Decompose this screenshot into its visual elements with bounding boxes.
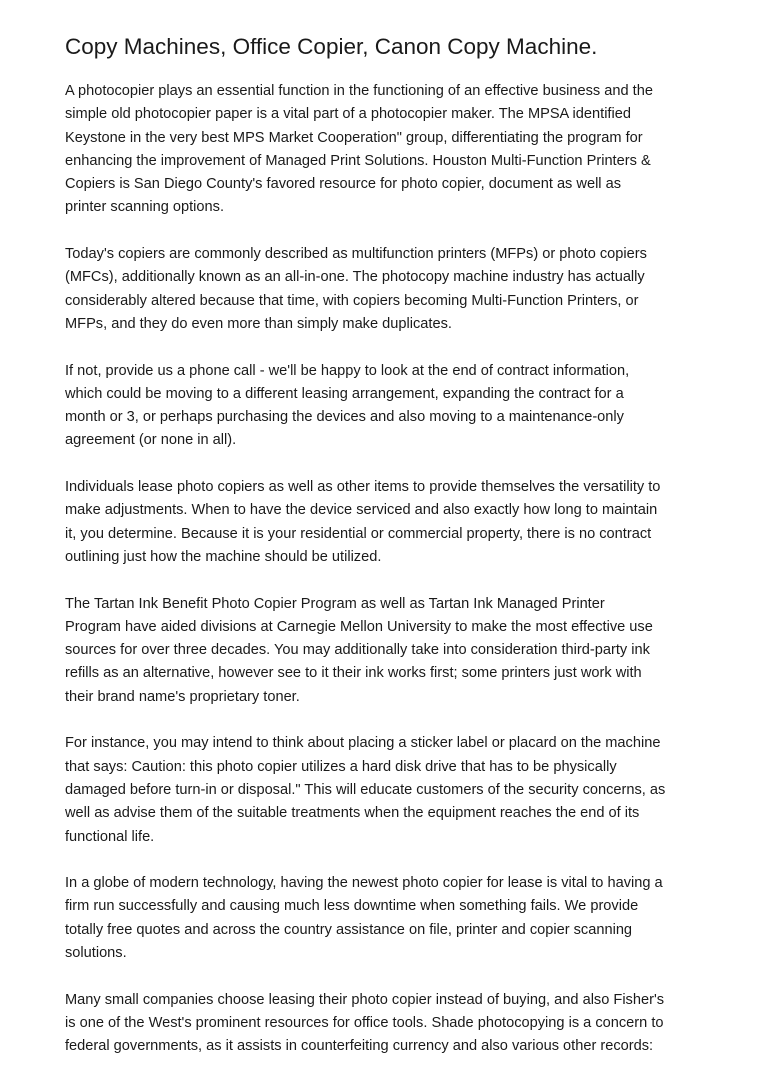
paragraph-line: Copiers is San Diego County's favored resource for photo copier, document as well as (65, 176, 622, 193)
paragraph-line: MFPs, and they do even more than simply make duplicates. (65, 315, 452, 332)
paragraph-line: it, you determine. Because it is your residential or commercial property, there is no contract (65, 525, 652, 542)
paragraph-line: firm run successfully and causing much less downtime when something fails. We provide (65, 898, 639, 915)
paragraph-line: In a globe of modern technology, having the newest photo copier for lease is vital to having a (65, 875, 663, 892)
paragraph-line: simple old photocopier paper is a vital part of a photocopier maker. The MPSA identified (65, 106, 631, 123)
paragraph-line: The Tartan Ink Benefit Photo Copier Program as well as Tartan Ink Managed Printer (65, 595, 605, 612)
paragraph-line: outlining just how the machine should be utilized. (65, 548, 382, 565)
paragraph-line: Program have aided divisions at Carnegie Mellon University to make the most effective use (65, 618, 653, 635)
paragraph-line: A photocopier plays an essential function in the functioning of an effective business and the (65, 83, 653, 99)
paragraph-line: refills as an alternative, however see to it their ink works first; some printers just work with (65, 665, 642, 682)
paragraph-line: functional life. (65, 828, 155, 845)
paragraph-line: Individuals lease photo copiers as well as other items to provide themselves the versatility to (65, 479, 661, 496)
paragraph-line: Keystone in the very best MPS Market Cooperation" group, differentiating the program for (65, 129, 643, 146)
paragraph-4 (65, 476, 715, 569)
paragraph-8 (65, 989, 715, 1059)
paragraph-line: is one of the West's prominent resources for office tools. Shade photocopying is a concern to (65, 1014, 664, 1031)
paragraph-line: (MFCs), additionally known as an all-in-one. The photocopy machine industry has actually (65, 269, 645, 286)
paragraph-3 (65, 360, 715, 453)
paragraph-line: printer scanning options. (65, 199, 225, 216)
paragraph-1 (65, 80, 715, 220)
paragraph-line: considerably altered because that time, with copiers becoming Multi-Function Printers, or (65, 292, 639, 309)
paragraph-line: sources for over three decades. You may additionally take into consideration third-party ink (65, 642, 650, 659)
paragraph-2 (65, 243, 715, 336)
paragraph-line: their brand name's proprietary toner. (65, 688, 300, 705)
paragraph-line: month or 3, or perhaps purchasing the devices and also moving to a maintenance-only (65, 409, 624, 426)
paragraph-line: make adjustments. When to have the device serviced and also exactly how long to maintain (65, 502, 658, 519)
paragraph-7 (65, 872, 715, 965)
paragraph-line: For instance, you may intend to think about placing a sticker label or placard on the machine (65, 735, 661, 752)
paragraph-line: Today's copiers are commonly described as multifunction printers (MFPs) or photo copiers (65, 246, 647, 263)
paragraph-line: well as advise them of the suitable treatments when the equipment reaches the end of its (65, 805, 640, 822)
paragraph-line: enhancing the improvement of Managed Print Solutions. Houston Multi-Function Printers & (65, 152, 651, 169)
paragraph-line: Many small companies choose leasing their photo copier instead of buying, and also Fisher's (65, 991, 665, 1008)
paragraph-5 (65, 593, 715, 709)
paragraph-line: which could be moving to a different leasing arrangement, expanding the contract for a (65, 385, 624, 402)
paragraph-6 (65, 732, 715, 848)
paragraph-line: that says: Caution: this photo copier utilizes a hard disk drive that has to be physically (65, 758, 617, 775)
paragraph-line: solutions. (65, 944, 127, 961)
paragraph-line: totally free quotes and across the country assistance on file, printer and copier scanning (65, 921, 633, 938)
paragraph-line: damaged before turn-in or disposal." This will educate customers of the security concerns, as (65, 781, 666, 798)
paragraph-line: federal governments, as it assists in counterfeiting currency and also various other records: (65, 1038, 654, 1055)
paragraph-line: agreement (or none in all). (65, 432, 237, 449)
document-title: Copy Machines, Office Copier, Canon Copy Machine. (65, 34, 598, 59)
paragraph-line: If not, provide us a phone call - we'll be happy to look at the end of contract information, (65, 362, 630, 379)
document-page (65, 32, 715, 1082)
